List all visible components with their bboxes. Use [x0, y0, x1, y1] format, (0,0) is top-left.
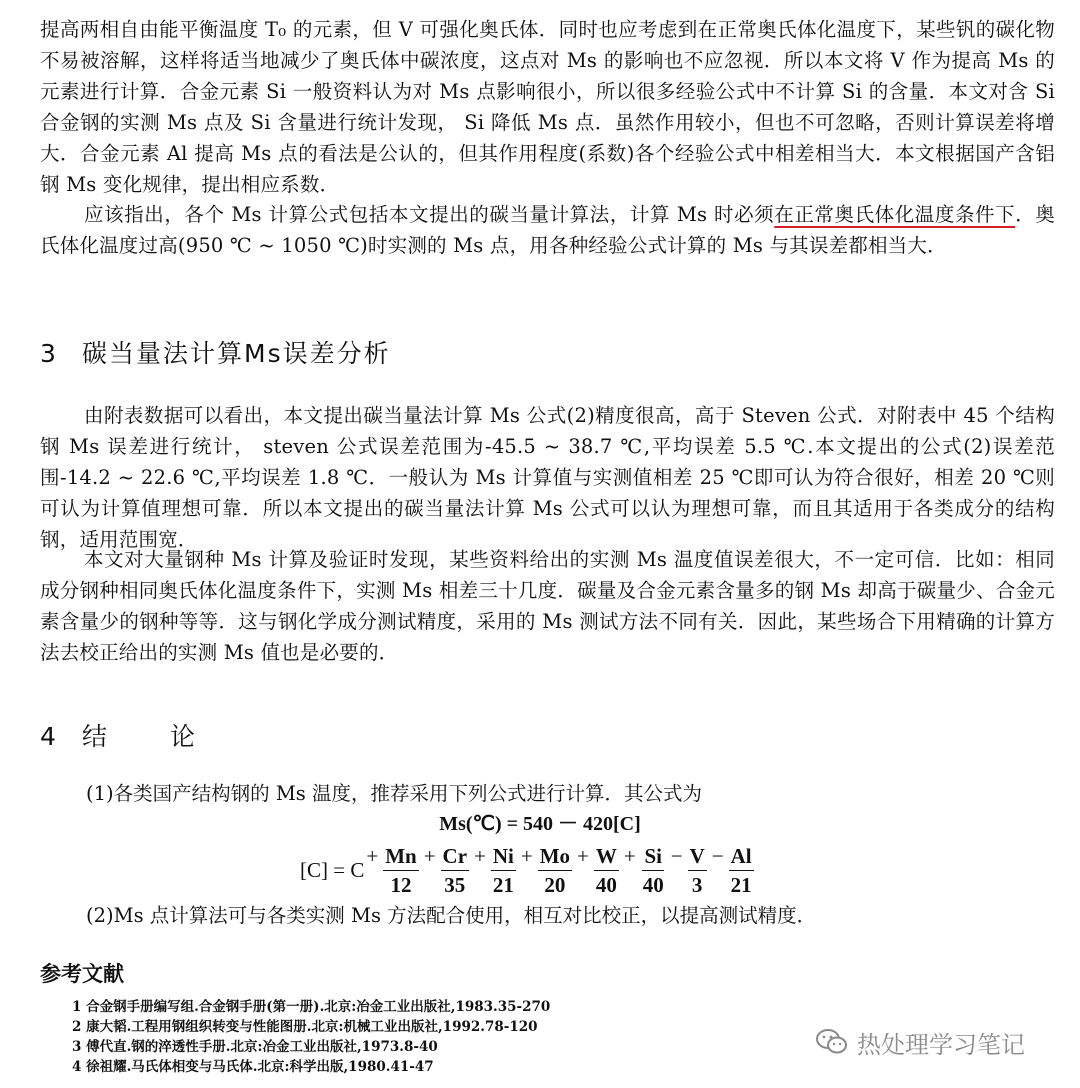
- fraction-denominator: 21: [492, 872, 514, 897]
- formula-operator: +: [366, 843, 379, 868]
- section-3-title: 碳当量法计算Ms误差分析: [82, 339, 391, 368]
- reference-item: 3 傅代直.钢的淬透性手册.北京:冶金工业出版社,1973.8-40: [72, 1039, 438, 1055]
- formula-terms: [364, 842, 756, 899]
- formula-fraction: [491, 842, 516, 899]
- fraction-denominator: 21: [730, 872, 752, 897]
- reference-item: 1 合金钢手册编写组.合金钢手册(第一册).北京:冶金工业出版社,1983.35-270: [72, 999, 551, 1015]
- conclusion-item-1: (1)各类国产结构钢的 Ms 温度，推荐采用下列公式进行计算．其公式为: [86, 782, 702, 805]
- section-4-heading: [40, 717, 197, 753]
- formula-fraction: [641, 842, 666, 899]
- body-paragraph-2: [40, 199, 1055, 261]
- fraction-numerator: Cr: [441, 842, 470, 871]
- fraction-denominator: 3: [691, 872, 703, 897]
- fraction-numerator: Al: [729, 842, 754, 871]
- formula-carbon-equivalent: [300, 838, 757, 902]
- formula-operator: +: [423, 843, 436, 868]
- formula-fraction: [383, 842, 419, 899]
- fraction-numerator: Si: [642, 842, 664, 871]
- fraction-numerator: Mn: [383, 842, 419, 871]
- section-3-paragraph-2: 本文对大量钢种 Ms 计算及验证时发现，某些资料给出的实测 Ms 温度值误差很大，不一定可信．比如：相同成分钢种相同奥氏体化温度条件下，实测 Ms 相差三十几度．碳量及合金元素含量多的钢 Ms 却高于碳量少、合金元素含量少的钢种等等．这与钢化学成分测试精度，采用的 Ms 测试方法不同有关．因此，某些场合下用精确的计算方法去校正给出的实测 Ms 值也是必要的．: [40, 548, 1055, 664]
- formula-operator: +: [623, 843, 636, 868]
- fraction-denominator: 40: [595, 872, 617, 897]
- fraction-denominator: 12: [390, 872, 412, 897]
- section-4-title-part-1: 结: [82, 722, 110, 751]
- section-3-paragraph-1: 由附表数据可以看出，本文提出碳当量法计算 Ms 公式(2)精度很高，高于 Steven 公式．对附表中 45 个结构钢 Ms 误差进行统计， steven 公式误差范围为-45.5 ~ 38.7 ℃,平均误差 5.5 ℃.本文提出的公式(2)误差范围-14.2 ~ 22.6 ℃,平均误差 1.8 ℃．一般认为 Ms 计算值与实测值相差 25 ℃即可认为符合很好，相差 20 ℃则可认为计算值理想可靠．所以本文提出的碳当量法计算 Ms 公式可以认为理想可靠，而且其适用于各类成分的结构钢，适用范围宽．: [40, 404, 1055, 551]
- fraction-numerator: V: [688, 842, 707, 871]
- formula-operator: −: [670, 843, 683, 868]
- section-3-heading: [40, 334, 391, 370]
- fraction-numerator: W: [594, 842, 619, 871]
- fraction-numerator: Ni: [491, 842, 516, 871]
- formula-fraction: [729, 842, 754, 899]
- paragraph-2-end: ．奥氏体化温度过高(950 ℃ ~ 1050 ℃)时实测的 Ms 点，用各种经验公式计算的 Ms 与其误差都相当大．: [40, 203, 1055, 257]
- fraction-numerator: Mo: [538, 842, 572, 871]
- watermark: [815, 1024, 1025, 1060]
- formula-operator: +: [474, 843, 486, 868]
- body-paragraph-1: 提高两相自由能平衡温度 T₀ 的元素，但 V 可强化奥氏体．同时也应考虑到在正常奥氏体化温度下，某些钒的碳化物不易被溶解，这样将适当地减少了奥氏体中碳浓度，这点对 Ms 的影响也不应忽视．所以本文将 V 作为提高 Ms 的元素进行计算．合金元素 Si 一般资料认为对 Ms 点影响很小，所以很多经验公式中不计算 Si 的含量．本文对含 Si 合金钢的实测 Ms 点及 Si 含量进行统计发现， Si 降低 Ms 点．虽然作用较小，但也不可忽略，否则计算误差将增大．合金元素 Al 提高 Ms 点的看法是公认的，但其作用程度(系数)各个经验公式中相差相当大．本文根据国产含铝钢 Ms 变化规律，提出相应系数．: [40, 18, 1055, 196]
- fraction-denominator: 20: [544, 872, 566, 897]
- formula-fraction: [538, 842, 572, 899]
- formula-operator: −: [711, 843, 724, 868]
- formula-ms: Ms(℃) = 540 － 420[C]: [439, 813, 641, 835]
- formula-fraction: [594, 842, 619, 899]
- fraction-denominator: 40: [642, 872, 664, 897]
- conclusion-item-2: (2)Ms 点计算法可与各类实测 Ms 方法配合使用，相互对比校正，以提高测试精度．: [86, 904, 817, 927]
- references-list: [72, 997, 550, 1077]
- formula-lhs: [C] = C: [300, 857, 365, 882]
- section-4-number: 4: [40, 722, 58, 751]
- formula-operator: +: [520, 843, 533, 868]
- wechat-icon: [815, 1027, 849, 1057]
- watermark-text: 热处理学习笔记: [857, 1030, 1025, 1059]
- reference-item: 4 徐祖耀.马氏体相变与马氏体.北京:科学出版,1980.41-47: [72, 1059, 434, 1075]
- section-4-title-part-2: 论: [170, 722, 198, 751]
- formula-operator: +: [577, 843, 589, 868]
- formula-fraction: [441, 842, 470, 899]
- underlined-phrase: 在正常奥氏体化温度条件下: [774, 203, 1016, 226]
- references-heading: 参考文献: [40, 962, 124, 986]
- reference-item: 2 康大韬.工程用钢组织转变与性能图册.北京:机械工业出版社,1992.78-120: [72, 1019, 538, 1035]
- formula-fraction: [688, 842, 707, 899]
- section-3-number: 3: [40, 339, 58, 368]
- paragraph-2-start: 应该指出，各个 Ms 计算公式包括本文提出的碳当量计算法，计算 Ms 时必须: [84, 203, 775, 226]
- fraction-denominator: 35: [444, 872, 466, 897]
